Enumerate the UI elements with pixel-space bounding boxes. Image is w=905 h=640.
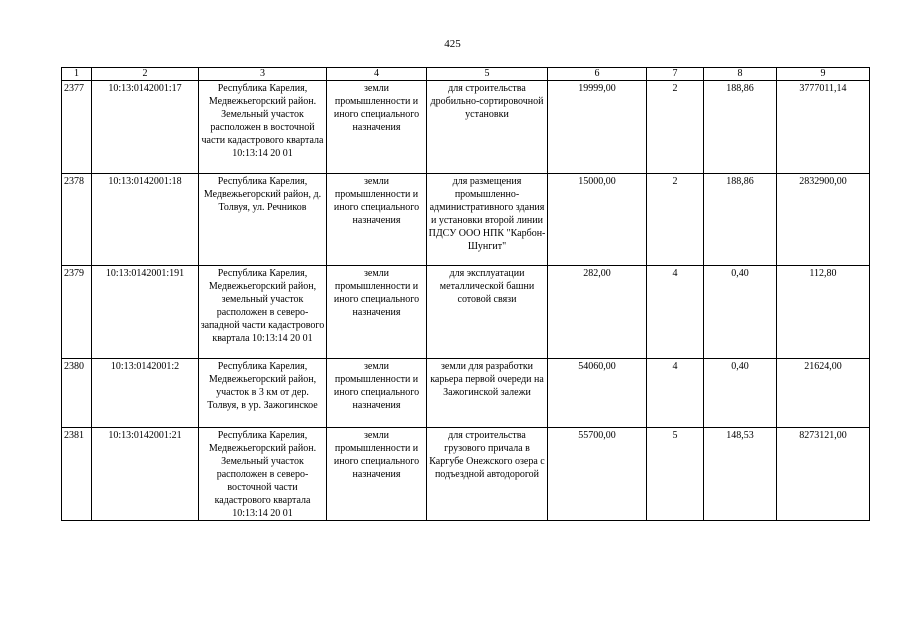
column-7-cell: 2 <box>647 174 704 266</box>
column-9-cell: 2832900,00 <box>777 174 870 266</box>
row-number-cell: 2378 <box>62 174 92 266</box>
column-8-cell: 188,86 <box>704 174 777 266</box>
location-cell: Республика Карелия, Медвежьегорский район, земельный участок расположен в северо-западной части кадастрового квартала 10:13:14 20 01 <box>199 266 327 359</box>
land-category-cell: земли промышленности и иного специального назначения <box>327 428 427 521</box>
column-header: 3 <box>199 68 327 81</box>
table-row <box>62 81 870 174</box>
row-number-cell: 2380 <box>62 359 92 428</box>
column-7-cell: 4 <box>647 266 704 359</box>
land-category-cell: земли промышленности и иного специального назначения <box>327 81 427 174</box>
column-header: 7 <box>647 68 704 81</box>
column-7-cell: 2 <box>647 81 704 174</box>
row-number-cell: 2379 <box>62 266 92 359</box>
area-cell: 15000,00 <box>548 174 647 266</box>
column-header: 5 <box>427 68 548 81</box>
table-row <box>62 359 870 428</box>
location-cell: Республика Карелия, Медвежьегорский район. Земельный участок расположен в восточной части кадастрового квартала 10:13:14 20 01 <box>199 81 327 174</box>
land-category-cell: земли промышленности и иного специального назначения <box>327 174 427 266</box>
area-cell: 282,00 <box>548 266 647 359</box>
column-9-cell: 21624,00 <box>777 359 870 428</box>
row-number-cell: 2377 <box>62 81 92 174</box>
column-header: 8 <box>704 68 777 81</box>
table-row <box>62 174 870 266</box>
land-category-cell: земли промышленности и иного специального назначения <box>327 359 427 428</box>
permitted-use-cell: для эксплуатации металлической башни сотовой связи <box>427 266 548 359</box>
row-number-cell: 2381 <box>62 428 92 521</box>
table-row <box>62 428 870 521</box>
column-header: 6 <box>548 68 647 81</box>
column-header: 9 <box>777 68 870 81</box>
location-cell: Республика Карелия, Медвежьегорский район, д. Толвуя, ул. Речников <box>199 174 327 266</box>
land-category-cell: земли промышленности и иного специального назначения <box>327 266 427 359</box>
page-number: 425 <box>444 38 461 50</box>
location-cell: Республика Карелия, Медвежьегорский район, участок в 3 км от дер. Толвуя, в ур. Зажогинское <box>199 359 327 428</box>
column-9-cell: 112,80 <box>777 266 870 359</box>
permitted-use-cell: для строительства грузового причала в Каргубе Онежского озера с подъездной автодорогой <box>427 428 548 521</box>
column-7-cell: 4 <box>647 359 704 428</box>
column-8-cell: 0,40 <box>704 359 777 428</box>
cadastral-number-cell: 10:13:0142001:17 <box>92 81 199 174</box>
column-8-cell: 148,53 <box>704 428 777 521</box>
table-row <box>62 266 870 359</box>
cadastral-number-cell: 10:13:0142001:191 <box>92 266 199 359</box>
permitted-use-cell: земли для разработки карьера первой очереди на Зажогинской залежи <box>427 359 548 428</box>
column-header: 4 <box>327 68 427 81</box>
area-cell: 54060,00 <box>548 359 647 428</box>
area-cell: 19999,00 <box>548 81 647 174</box>
column-9-cell: 3777011,14 <box>777 81 870 174</box>
cadastral-number-cell: 10:13:0142001:18 <box>92 174 199 266</box>
column-7-cell: 5 <box>647 428 704 521</box>
column-8-cell: 188,86 <box>704 81 777 174</box>
column-8-cell: 0,40 <box>704 266 777 359</box>
area-cell: 55700,00 <box>548 428 647 521</box>
land-registry-table <box>61 67 870 521</box>
column-header-row <box>62 68 870 81</box>
permitted-use-cell: для размещения промышленно-административного здания и установки второй линии ПДСУ ООО НПК "Карбон-Шунгит" <box>427 174 548 266</box>
cadastral-number-cell: 10:13:0142001:21 <box>92 428 199 521</box>
cadastral-number-cell: 10:13:0142001:2 <box>92 359 199 428</box>
column-9-cell: 8273121,00 <box>777 428 870 521</box>
column-header: 1 <box>62 68 92 81</box>
location-cell: Республика Карелия, Медвежьегорский район. Земельный участок расположен в северо-восточной части кадастрового квартала 10:13:14 20 01 <box>199 428 327 521</box>
column-header: 2 <box>92 68 199 81</box>
permitted-use-cell: для строительства дробильно-сортировочной установки <box>427 81 548 174</box>
